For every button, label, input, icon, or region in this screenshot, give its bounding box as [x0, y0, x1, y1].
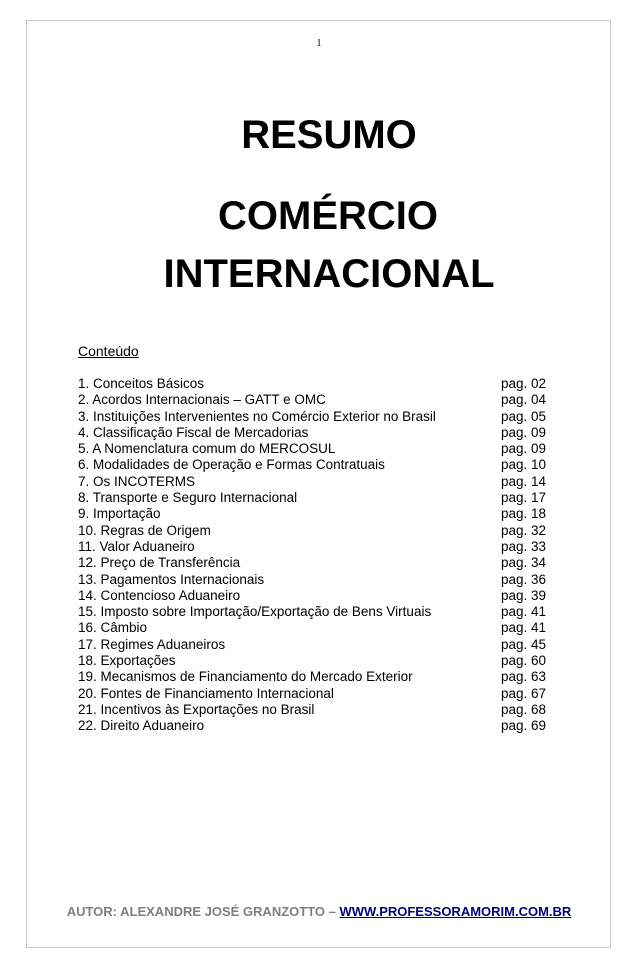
toc-item: [78, 474, 558, 490]
toc-item-label: 12. Preço de Transferência: [78, 555, 241, 571]
toc-item: [78, 718, 558, 734]
toc-item-page: pag. 41: [501, 620, 547, 636]
toc-item-label: 5. A Nomenclatura comum do MERCOSUL: [78, 441, 336, 457]
toc-item-page: pag. 32: [501, 522, 547, 538]
toc-item: [78, 457, 558, 473]
toc-item-page: pag. 14: [501, 473, 547, 489]
toc-item-page: pag. 09: [501, 441, 547, 457]
toc-item-page: pag. 34: [501, 555, 547, 571]
toc-item-label: 19. Mecanismos de Financiamento do Mercado Exterior: [78, 669, 413, 685]
toc-item-label: 6. Modalidades de Operação e Formas Contratuais: [78, 457, 385, 473]
toc-item-page: pag. 09: [501, 424, 547, 440]
toc-item-label: 17. Regimes Aduaneiros: [78, 636, 226, 652]
toc-item-page: pag. 10: [501, 457, 547, 473]
toc-item: [78, 425, 558, 441]
footer: [0, 904, 638, 920]
toc-item-label: 21. Incentivos às Exportações no Brasil: [78, 701, 315, 717]
toc-item-page: pag. 02: [501, 376, 547, 391]
toc-item: [78, 555, 558, 571]
toc-item-label: 11. Valor Aduaneiro: [78, 538, 195, 554]
toc-item: [78, 376, 558, 392]
toc-item-page: pag. 36: [501, 571, 547, 587]
toc-item-label: 4. Classificação Fiscal de Mercadorias: [78, 424, 309, 440]
toc-item-label: 20. Fontes de Financiamento Internacional: [78, 685, 334, 701]
toc-heading: Conteúdo: [78, 343, 139, 359]
page-number: 1: [316, 38, 322, 49]
toc-item: [78, 637, 558, 653]
toc-item-page: pag. 63: [501, 669, 547, 685]
title-internacional: INTERNACIONAL: [163, 252, 495, 296]
toc-item-label: 1. Conceitos Básicos: [78, 376, 205, 391]
toc-item: [78, 392, 558, 408]
toc-item-page: pag. 67: [501, 685, 547, 701]
toc-item-page: pag. 17: [501, 490, 547, 506]
toc-item-page: pag. 41: [501, 604, 547, 620]
toc-item-page: pag. 69: [501, 718, 547, 734]
toc-item: [78, 572, 558, 588]
title-resumo: RESUMO: [241, 113, 417, 157]
toc-item: [78, 669, 558, 685]
toc-item-label: 7. Os INCOTERMS: [78, 473, 196, 489]
toc-item-page: pag. 68: [501, 701, 547, 717]
toc-item-page: pag. 05: [501, 408, 547, 424]
toc-item: [78, 653, 558, 669]
toc-item-label: 18. Exportações: [78, 653, 176, 669]
toc-item-label: 10. Regras de Origem: [78, 522, 211, 538]
toc-item-page: pag. 04: [501, 392, 547, 408]
toc-item: [78, 409, 558, 425]
toc-item-label: 9. Importação: [78, 506, 161, 522]
toc-item-label: 13. Pagamentos Internacionais: [78, 571, 265, 587]
toc-item: [78, 604, 558, 620]
toc-item-page: pag. 18: [501, 506, 547, 522]
toc-item: [78, 686, 558, 702]
toc-item-label: 15. Imposto sobre Importação/Exportação de Bens Virtuais: [78, 604, 432, 620]
toc-item-label: 2. Acordos Internacionais – GATT e OMC: [78, 392, 326, 408]
toc-item: [78, 588, 558, 604]
toc-item-label: 16. Câmbio: [78, 620, 148, 636]
toc-item: [78, 523, 558, 539]
toc-item-label: 22. Direito Aduaneiro: [78, 718, 205, 734]
toc-item-page: pag. 33: [501, 538, 547, 554]
toc-item: [78, 620, 558, 636]
toc-item-label: 14. Contencioso Aduaneiro: [78, 587, 241, 603]
toc-item: [78, 506, 558, 522]
toc-item-page: pag. 60: [501, 653, 547, 669]
toc-item: [78, 490, 558, 506]
footer-website-link[interactable]: WWW.PROFESSORAMORIM.COM.BR: [339, 904, 572, 919]
toc-item-page: pag. 45: [501, 636, 547, 652]
toc-item-label: 3. Instituições Intervenientes no Comércio Exterior no Brasil: [78, 408, 436, 424]
toc-item: [78, 441, 558, 457]
footer-author: AUTOR: ALEXANDRE JOSÉ GRANZOTTO –: [66, 904, 340, 919]
toc-item-label: 8. Transporte e Seguro Internacional: [78, 490, 298, 506]
toc-item-page: pag. 39: [501, 587, 547, 603]
toc-item: [78, 539, 558, 555]
title-comercio: COMÉRCIO: [218, 194, 438, 238]
toc-item: [78, 702, 558, 718]
toc-list: [78, 376, 558, 735]
